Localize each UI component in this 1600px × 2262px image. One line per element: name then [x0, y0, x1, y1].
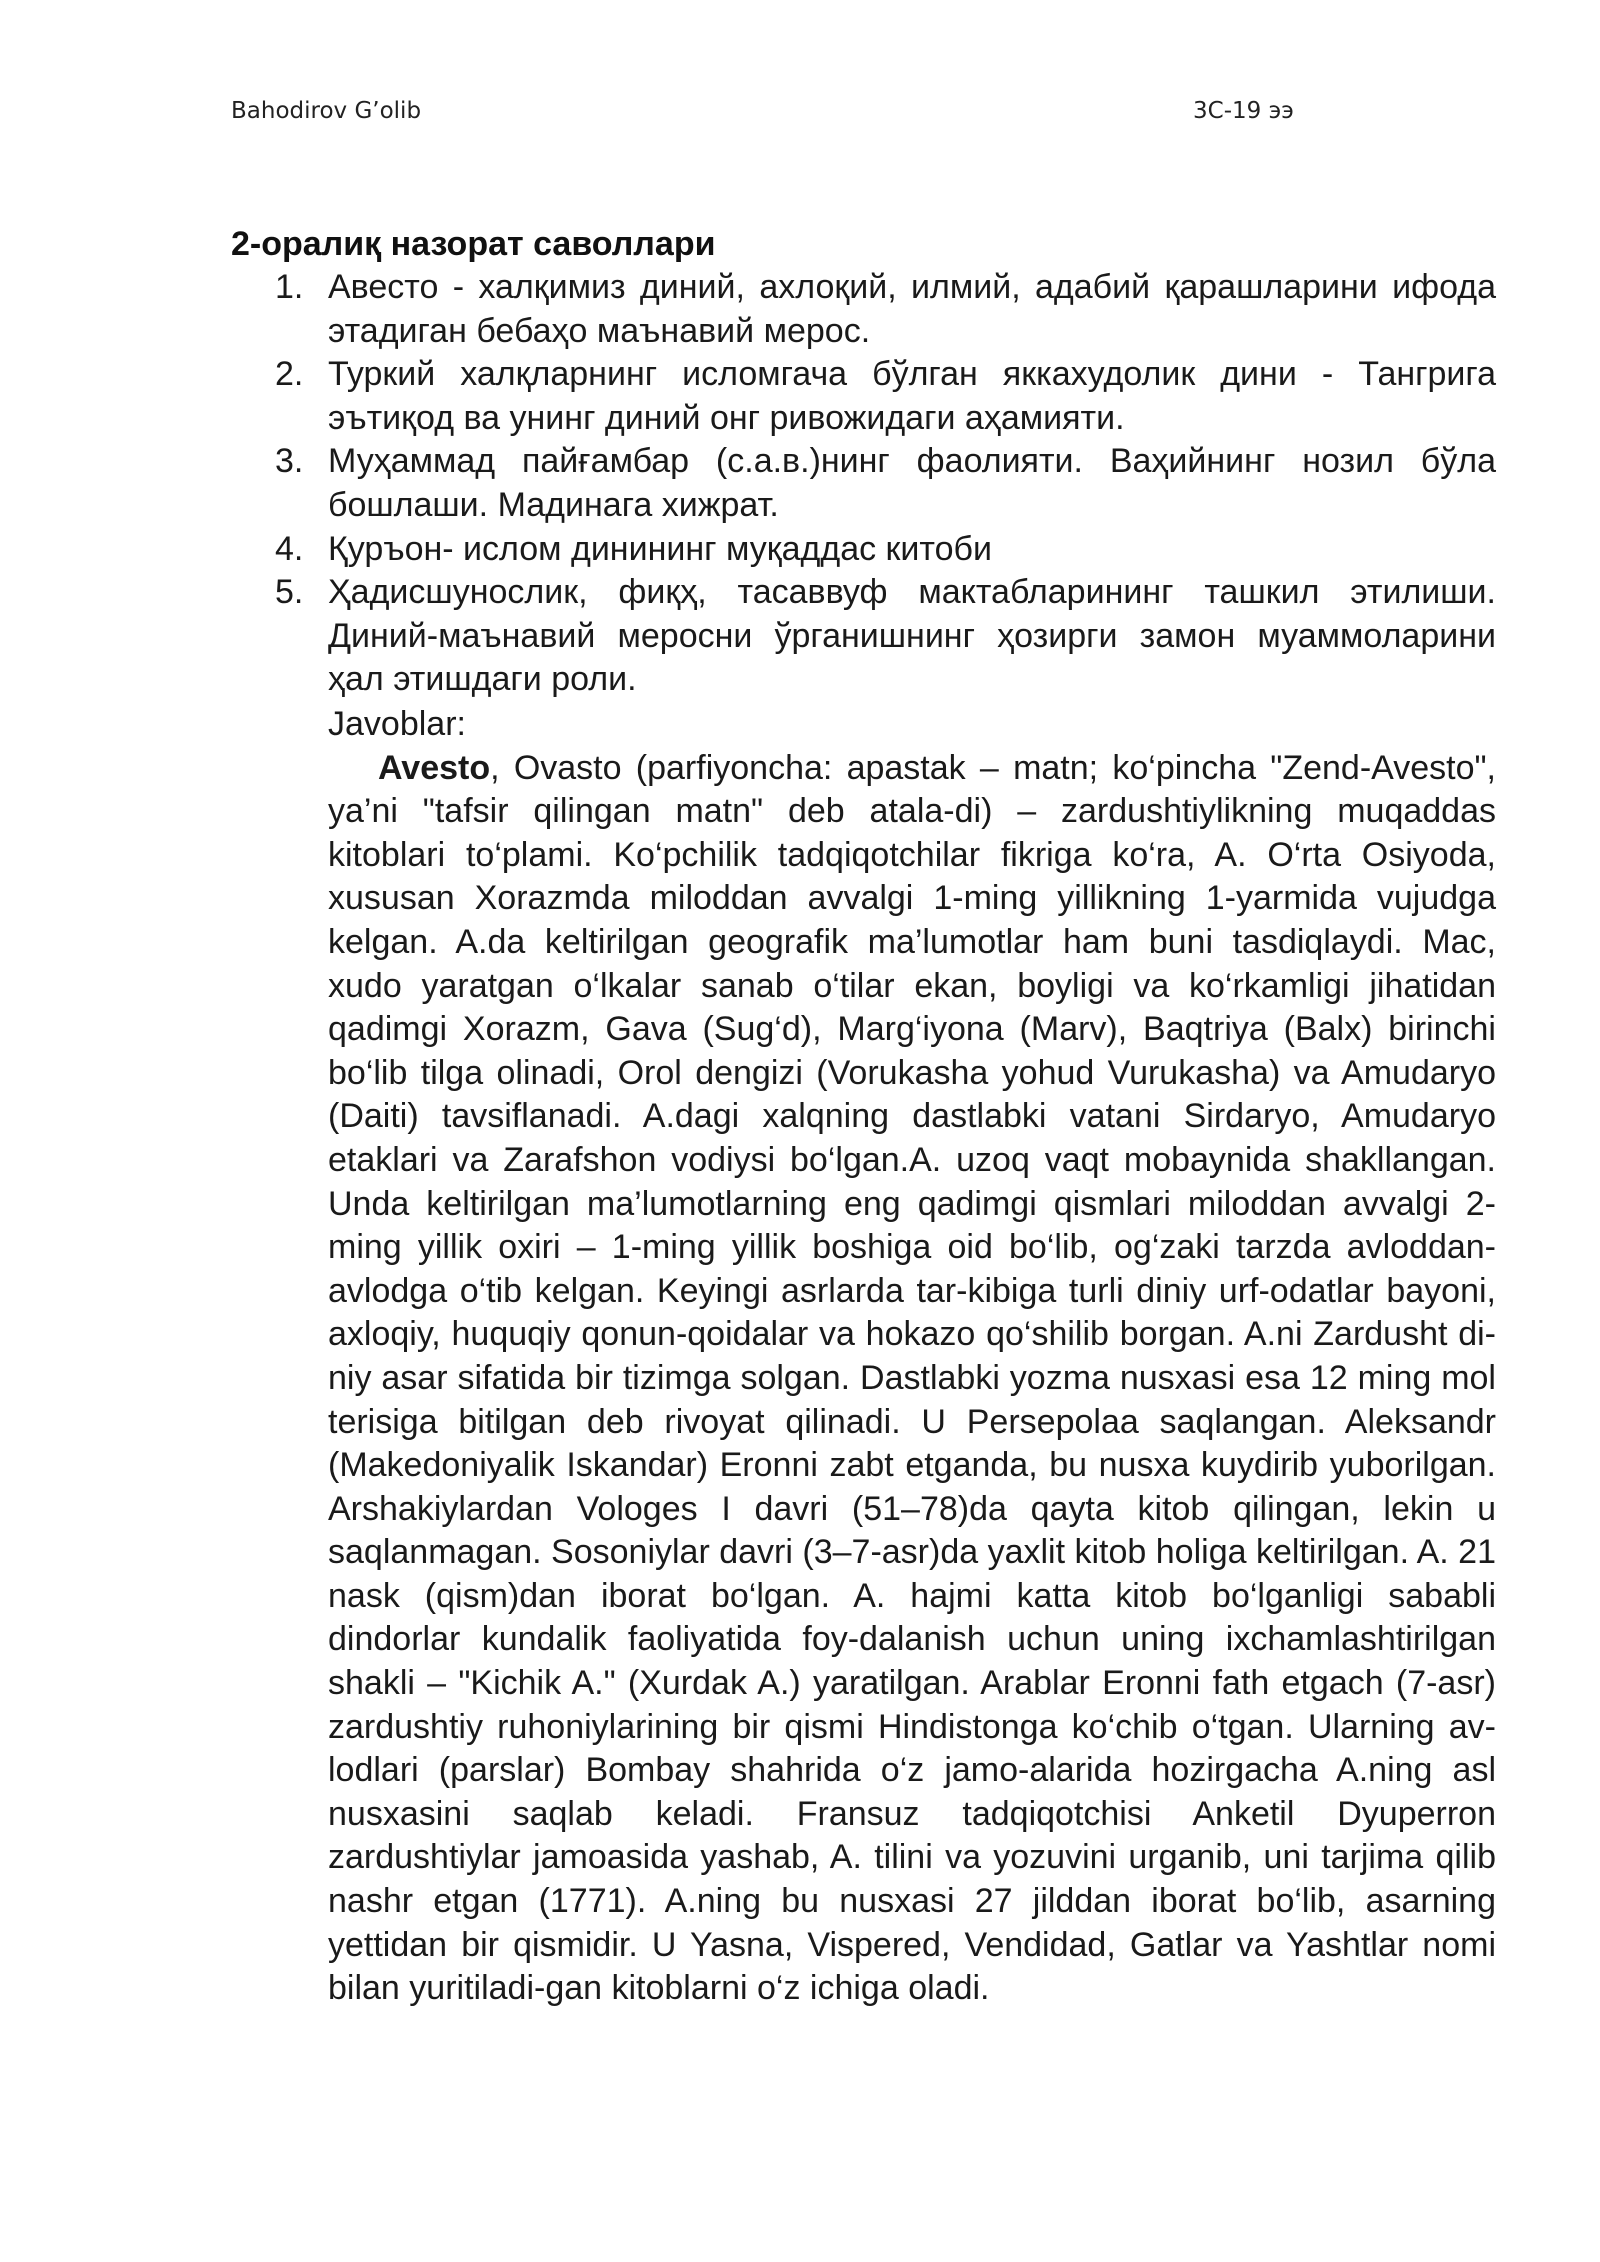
question-number: 1.: [275, 268, 304, 306]
question-text: Қуръон- ислом динининг муқаддас китоби: [328, 529, 992, 568]
question-item: [275, 353, 1496, 440]
page-header: [231, 98, 1305, 138]
question-text: Авесто - халқимиз диний, ахлоқий, илмий, адабий қарашларини ифода этадиган бебаҳо маънавий мерос.: [328, 268, 1496, 350]
question-number: 4.: [275, 529, 304, 568]
answers-label: Javoblar:: [328, 705, 466, 743]
answer-paragraph: [328, 747, 1496, 2011]
question-number: 5.: [275, 573, 304, 612]
document-title: 2-оралиқ назорат саволлари: [231, 225, 716, 263]
question-item: [275, 266, 1496, 353]
question-item: [275, 571, 1496, 702]
question-number: 3.: [275, 442, 304, 481]
question-text: Туркий халқларнинг исломгача бўлган яккахудолик дини - Тангрига эътиқод ва унинг диний онг ривожидаги аҳамияти.: [328, 355, 1496, 437]
question-number: 2.: [275, 355, 304, 394]
question-item: [275, 528, 1496, 572]
question-item: [275, 440, 1496, 527]
header-group: 3C-19 ээ: [1193, 98, 1294, 124]
header-author: Bahodirov G’olib: [231, 98, 422, 124]
question-text: Ҳадисшунослик, фиқҳ, тасаввуф мактабларининг ташкил этилиши. Диний-маънавий меросни ўрганишнинг ҳозирги замон муаммоларини ҳал этишдаги роли.: [328, 573, 1496, 699]
question-list: [275, 266, 1496, 702]
answers-section: [328, 703, 1496, 2011]
answer-text: , Ovasto (parfiyoncha: apastak – matn; ko‘pincha "Zend-Avesto", ya’ni "tafsir qilingan matn" deb atala-di) – zardushtiylikning muqaddas kitoblari to‘plami. Ko‘pchilik tadqiqotchilar fikriga ko‘ra, A. O‘rta Osiyoda, xususan Xorazmda miloddan avvalgi 1-ming yillikning 1-yarmida vujudga kelgan. A.da keltirilgan geografik ma’lumotlar ham buni tasdiqlaydi. Mac, xudo yaratgan o‘lkalar sanab o‘tilar ekan, boyligi va ko‘rkamligi jihatidan qadimgi Xorazm, Gava (Sug‘d), Marg‘iyona (Marv), Baqtriya (Balx) birinchi bo‘lib tilga olinadi, Orol dengizi (Vorukasha yohud Vurukasha) va Amudaryo (Daiti) tavsiflanadi. A.dagi xalqning dastlabki vatani Sirdaryo, Amudaryo etaklari va Zarafshon vodiysi bo‘lgan.A. uzoq vaqt mobaynida shakllangan. Unda keltirilgan ma’lumotlarning eng qadimgi qismlari miloddan avvalgi 2-ming yillik oxiri – 1-ming yillik boshiga oid bo‘lib, og‘zaki tarzda avloddan-avlodga o‘tib kelgan. Keyingi asrlarda tar-kibiga turli diniy urf-odatlar bayoni, axloqiy, huquqiy qonun-qoidalar va hokazo qo‘shilib borgan. A.ni Zardusht di-niy asar sifatida bir tizimga solgan. Dastlabki yozma nusxasi esa 12 ming mol terisiga bitilgan deb rivoyat qilinadi. U Persepolaa saqlangan. Aleksandr (Makedoniyalik Iskandar) Eronni zabt etganda, bu nusxa kuydirib yuborilgan. Arshakiylardan Vologes I davri (51–78)da qayta kitob qilingan, lekin u saqlanmagan. Sosoniylar davri (3–7-asr)da yaxlit kitob holiga keltirilgan. A. 21 nask (qism)dan iborat bo‘lgan. A. hajmi katta kitob bo‘lganligi sababli dindorlar kundalik faoliyatida foy-dalanish uchun uning ixchamlashtirilgan shakli – "Kichik A." (Xurdak A.) yaratilgan. Arablar Eronni fath etgach (7-asr) zardushtiy ruhoniylarining bir qismi Hindistonga ko‘chib o‘tgan. Ularning av-lodlari (parslar) Bombay shahrida o‘z jamo-alarida hozirgacha A.ning asl nusxasini saqlab keladi. Fransuz tadqiqotchisi Anketil Dyuperron zardushtiylar jamoasida yashab, A. tilini va yozuvini urganib, uni tarjima qilib nashr etgan (1771). A.ning bu nusxasi 27 jilddan iborat bo‘lib, asarning yettidan bir qismidir. U Yasna, Vispered, Vendidad, Gatlar va Yashtlar nomi bilan yuritiladi-gan kitoblarni o‘z ichiga oladi.: [328, 748, 1496, 2008]
question-text: Муҳаммад пайғамбар (с.а.в.)нинг фаолияти. Ваҳийнинг нозил бўла бошлаши. Мадинага хижрат.: [328, 442, 1496, 524]
answer-term: Avesto: [378, 748, 491, 787]
